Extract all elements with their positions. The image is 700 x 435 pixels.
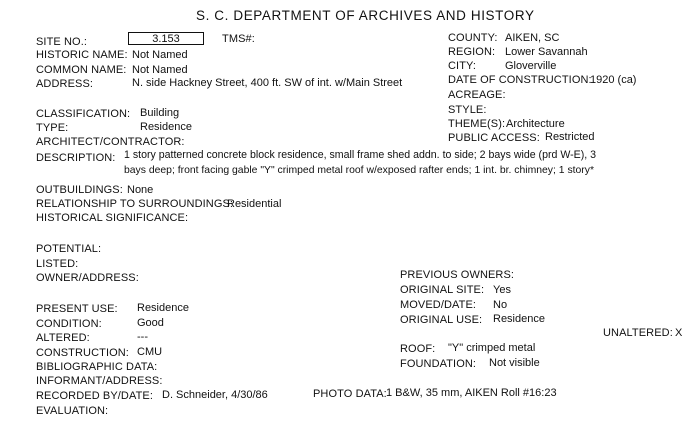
previous-owners-label: PREVIOUS OWNERS: [400, 269, 515, 281]
present-use-value: Residence [137, 302, 189, 314]
city-value: Gloverville [505, 60, 557, 72]
description-label: DESCRIPTION: [36, 152, 116, 164]
theme-label: THEME(S): [448, 118, 506, 130]
listed-label: LISTED: [36, 258, 79, 270]
city-label: CITY: [448, 60, 477, 72]
classification-label: CLASSIFICATION: [36, 108, 131, 120]
photo-data-label: PHOTO DATA: [313, 388, 387, 400]
acreage-label: ACREAGE: [448, 89, 506, 101]
region-value: Lower Savannah [505, 46, 588, 58]
public-access-value: Restricted [545, 131, 595, 143]
date-of-construction-value: 1920 (ca) [590, 74, 637, 86]
historic-name-label: HISTORIC NAME: [36, 49, 128, 61]
recorded-by-value: D. Schneider, 4/30/86 [162, 389, 268, 401]
informant-address-label: INFORMANT/ADDRESS: [36, 375, 163, 387]
county-value: AIKEN, SC [505, 32, 560, 44]
outbuildings-label: OUTBUILDINGS: [36, 184, 123, 196]
original-site-value: Yes [493, 284, 511, 296]
construction-label: CONSTRUCTION: [36, 347, 129, 359]
present-use-label: PRESENT USE: [36, 303, 118, 315]
unaltered-value: X [675, 327, 683, 339]
relationship-value: Residential [227, 198, 282, 210]
recorded-by-label: RECORDED BY/DATE: [36, 390, 154, 402]
unaltered-label: UNALTERED: [603, 327, 673, 339]
foundation-value: Not visible [489, 357, 540, 369]
site-no-label: SITE NO.: [36, 36, 88, 48]
original-site-label: ORIGINAL SITE: [400, 284, 485, 296]
photo-data-value: 1 B&W, 35 mm, AIKEN Roll #16:23 [386, 387, 557, 399]
bibliographic-data-label: BIBLIOGRAPHIC DATA: [36, 361, 158, 373]
date-of-construction-label: DATE OF CONSTRUCTION: [448, 74, 592, 86]
region-label: REGION: [448, 46, 496, 58]
condition-label: CONDITION: [36, 318, 102, 330]
altered-label: ALTERED: [36, 332, 90, 344]
form-title: S. C. DEPARTMENT OF ARCHIVES AND HISTORY [196, 8, 535, 23]
common-name-value: Not Named [132, 64, 188, 76]
architect-label: ARCHITECT/CONTRACTOR: [36, 136, 185, 148]
address-label: ADDRESS: [36, 78, 94, 90]
foundation-label: FOUNDATION: [400, 358, 477, 370]
outbuildings-value: None [127, 184, 154, 196]
original-use-label: ORIGINAL USE: [400, 314, 483, 326]
county-label: COUNTY: [448, 32, 498, 44]
type-label: TYPE: [36, 122, 69, 134]
altered-value: --- [137, 331, 148, 343]
public-access-label: PUBLIC ACCESS: [448, 132, 540, 144]
construction-value: CMU [137, 346, 163, 358]
type-value: Residence [140, 121, 192, 133]
roof-label: ROOF: [400, 343, 436, 355]
common-name-label: COMMON NAME: [36, 64, 127, 76]
description-line-2: bays deep; front facing gable "Y" crimped metal roof w/exposed rafter ends; 1 int. br. chimney; 1 story* [124, 165, 594, 176]
owner-address-label: OWNER/ADDRESS: [36, 272, 139, 284]
potential-label: POTENTIAL: [36, 243, 102, 255]
relationship-label: RELATIONSHIP TO SURROUNDINGS: [36, 198, 234, 210]
classification-value: Building [140, 107, 180, 119]
style-label: STYLE: [448, 104, 487, 116]
moved-date-value: No [493, 299, 508, 311]
description-line-1: 1 story patterned concrete block residence, small frame shed addn. to side; 2 bays wide (prd W-E), 3 [124, 149, 597, 161]
evaluation-label: EVALUATION: [36, 405, 109, 417]
original-use-value: Residence [493, 313, 545, 325]
moved-date-label: MOVED/DATE: [400, 299, 477, 311]
historical-significance-label: HISTORICAL SIGNIFICANCE: [36, 212, 189, 224]
address-value: N. side Hackney Street, 400 ft. SW of int. w/Main Street [132, 77, 403, 89]
tms-label: TMS#: [222, 33, 255, 45]
condition-value: Good [137, 317, 164, 329]
site-no-value: 3.153 [128, 32, 204, 45]
theme-value: Architecture [506, 118, 565, 130]
historic-name-value: Not Named [132, 49, 188, 61]
roof-value: "Y" crimped metal [448, 342, 536, 354]
